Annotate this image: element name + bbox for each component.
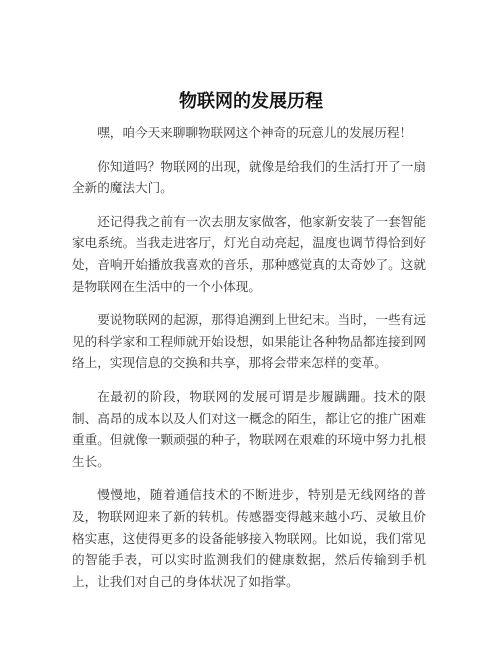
- paragraph-magic-door: 你知道吗？物联网的出现，就像是给我们的生活打开了一扇全新的魔法大门。: [72, 158, 426, 196]
- page-title: 物联网的发展历程: [179, 91, 323, 112]
- paragraph-turning-point: 慢慢地，随着通信技术的不断进步，特别是无线网络的普及，物联网迎来了新的转机。传感器变得越来越小巧、灵敏且价格实惠，这使得更多的设备能够接入物联网。比如说，我们常见的智能手表，可以实时监测我们的健康数据，然后传输到手机上，让我们对自己的身体状况了如指掌。: [72, 487, 426, 589]
- document-body: [72, 122, 426, 604]
- paragraph-early-stage: 在最初的阶段，物联网的发展可谓是步履蹒跚。技术的限制、高昂的成本以及人们对这一概念的陌生，都让它的推广困难重重。但就像一颗顽强的种子，物联网在艰难的环境中努力扎根生长。: [72, 388, 426, 469]
- paragraph-smart-home: 还记得我之前有一次去朋友家做客，他家新安装了一套智能家电系统。当我走进客厅，灯光自动亮起，温度也调节得恰到好处，音响开始播放我喜欢的音乐，那种感觉真的太奇妙了。这就是物联网在生活中的一个小体现。: [72, 213, 426, 294]
- paragraph-intro: 嘿，咱今天来聊聊物联网这个神奇的玩意儿的发展历程！: [97, 125, 413, 140]
- paragraph-origin: 要说物联网的起源，那得追溯到上世纪末。当时，一些有远见的科学家和工程师就开始设想，如果能让各种物品都连接到网络上，实现信息的交换和共享，那将会带来怎样的变革。: [72, 312, 426, 371]
